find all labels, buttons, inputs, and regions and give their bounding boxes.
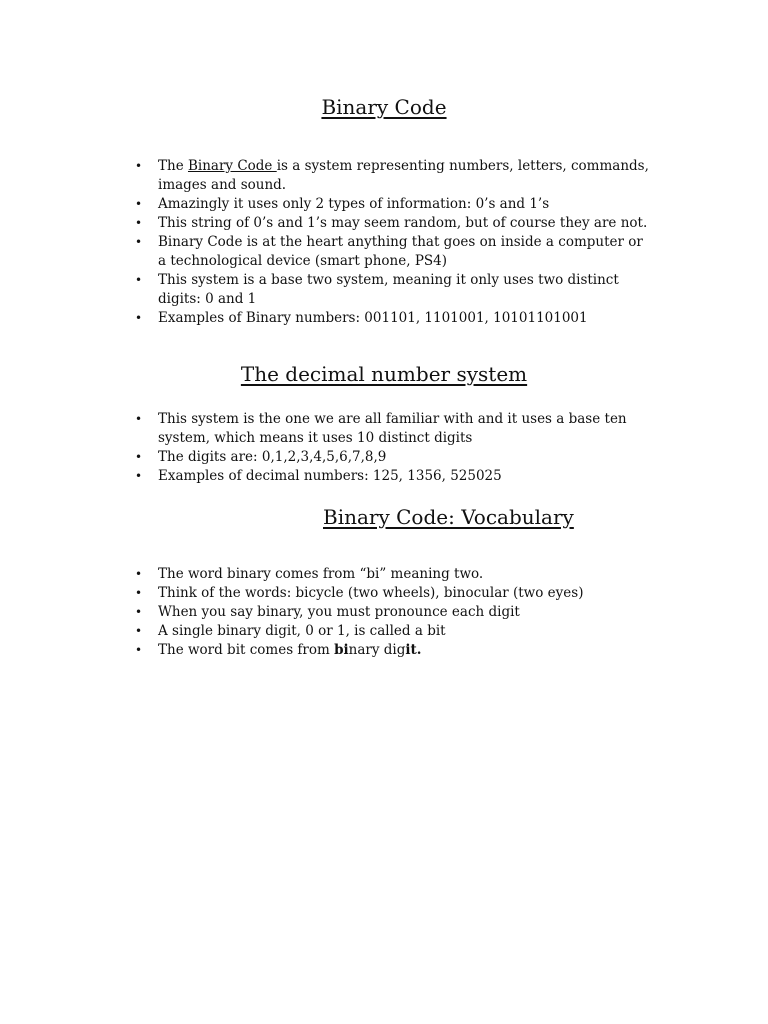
bullet-icon: • xyxy=(135,643,143,657)
list-item xyxy=(135,195,655,214)
bullet-icon: • xyxy=(135,197,143,211)
decimal-system-list xyxy=(135,410,655,486)
item-text: The digits are: 0,1,2,3,4,5,6,7,8,9 xyxy=(158,449,387,465)
bullet-icon: • xyxy=(135,605,143,619)
item-text: The word bit comes from xyxy=(158,642,335,658)
heading-binary-code: Binary Code xyxy=(321,95,447,119)
item-text: Amazingly it uses only 2 types of information: 0’s and 1’s xyxy=(158,196,550,212)
list-item xyxy=(135,584,655,603)
bullet-icon: • xyxy=(135,235,143,249)
item-text: Examples of Binary numbers: 001101, 1101001, 10101101001 xyxy=(158,310,588,326)
bullet-icon: • xyxy=(135,586,143,600)
list-item xyxy=(135,157,655,195)
list-item xyxy=(135,271,655,309)
bullet-icon: • xyxy=(135,412,143,426)
vocabulary-list xyxy=(135,565,655,660)
heading-decimal-number-system: The decimal number system xyxy=(240,362,528,386)
bullet-icon: • xyxy=(135,273,143,287)
list-item xyxy=(135,565,655,584)
binary-code-term: Binary Code xyxy=(187,158,277,174)
list-item xyxy=(135,622,655,641)
item-text: nary dig xyxy=(348,642,406,658)
list-item xyxy=(135,467,655,486)
item-text: This system is the one we are all familiar with and it uses a base ten system, which means it uses 10 distinct digits xyxy=(158,411,627,446)
item-text: The xyxy=(158,158,188,174)
list-item xyxy=(135,603,655,622)
item-text: The word binary comes from “bi” meaning two. xyxy=(158,566,484,582)
item-text: is a system representing numbers, letters, commands, images and sound. xyxy=(158,158,649,193)
bullet-icon: • xyxy=(135,159,143,173)
bullet-icon: • xyxy=(135,567,143,581)
bold-fragment: bi xyxy=(334,642,349,658)
item-text: A single binary digit, 0 or 1, is called a bit xyxy=(158,623,446,639)
list-item xyxy=(135,214,655,233)
list-item xyxy=(135,309,655,328)
heading-binary-code-vocabulary: Binary Code: Vocabulary xyxy=(323,505,574,529)
bullet-icon: • xyxy=(135,624,143,638)
bullet-icon: • xyxy=(135,450,143,464)
list-item xyxy=(135,448,655,467)
bullet-icon: • xyxy=(135,311,143,325)
item-text: This string of 0’s and 1’s may seem random, but of course they are not. xyxy=(158,215,648,231)
item-text: Binary Code is at the heart anything that goes on inside a computer or a technological device (smart phone, PS4) xyxy=(158,234,643,269)
bullet-icon: • xyxy=(135,469,143,483)
item-text: Think of the words: bicycle (two wheels), binocular (two eyes) xyxy=(158,585,584,601)
item-text: This system is a base two system, meaning it only uses two distinct digits: 0 and 1 xyxy=(158,272,619,307)
list-item xyxy=(135,233,655,271)
list-item xyxy=(135,641,655,660)
bold-fragment: it. xyxy=(405,642,422,658)
item-text: Examples of decimal numbers: 125, 1356, 525025 xyxy=(158,468,502,484)
binary-code-list xyxy=(135,157,655,328)
list-item xyxy=(135,410,655,448)
bullet-icon: • xyxy=(135,216,143,230)
item-text: When you say binary, you must pronounce each digit xyxy=(158,604,520,620)
